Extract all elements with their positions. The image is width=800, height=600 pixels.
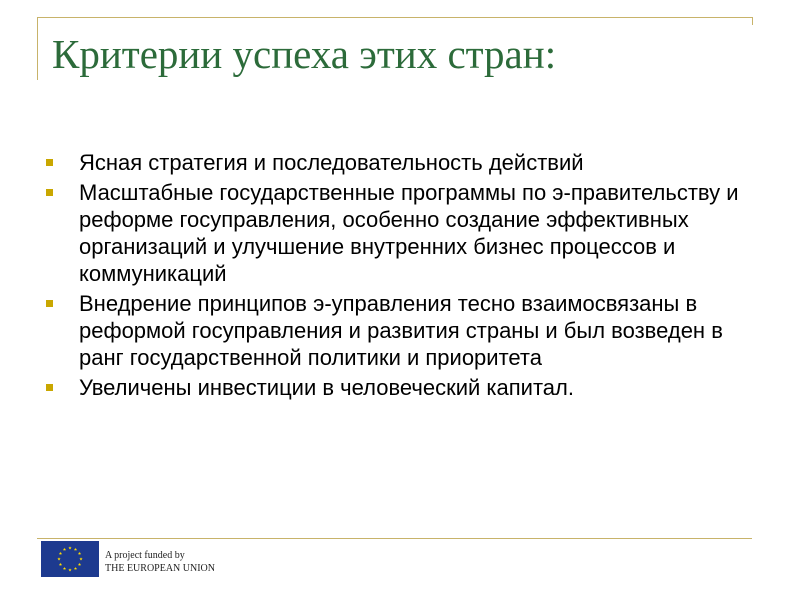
bullet-text: Ясная стратегия и последовательность действий	[79, 150, 584, 175]
funded-by-label	[105, 549, 215, 575]
funded-line-2: THE EUROPEAN UNION	[105, 563, 215, 574]
funded-line-1: A project funded by	[105, 550, 185, 561]
bullet-text: Внедрение принципов э-управления тесно взаимосвязаны в реформой госуправления и развития страны и был возведен в ранг государственной политики и приоритета	[79, 291, 723, 370]
bullet-square-icon	[46, 300, 53, 307]
bullet-square-icon	[46, 189, 53, 196]
bullet-item	[46, 290, 746, 371]
bullet-text: Масштабные государственные программы по э-правительству и реформе госуправления, особенно создание эффективных организаций и улучшение внутренних бизнес процессов и коммуникаций	[79, 180, 739, 286]
frame-line-right	[752, 17, 753, 25]
bullet-text: Увеличены инвестиции в человеческий капитал.	[79, 375, 574, 400]
bullet-item	[46, 374, 746, 401]
footer-divider	[37, 538, 752, 539]
bullet-list	[46, 149, 746, 404]
bullet-square-icon	[46, 384, 53, 391]
frame-line-left	[37, 17, 38, 80]
bullet-item	[46, 179, 746, 287]
slide-title: Критерии успеха этих стран:	[52, 31, 557, 77]
bullet-item	[46, 149, 746, 176]
frame-line-top	[37, 17, 752, 18]
eu-flag-icon	[41, 541, 99, 577]
bullet-square-icon	[46, 159, 53, 166]
